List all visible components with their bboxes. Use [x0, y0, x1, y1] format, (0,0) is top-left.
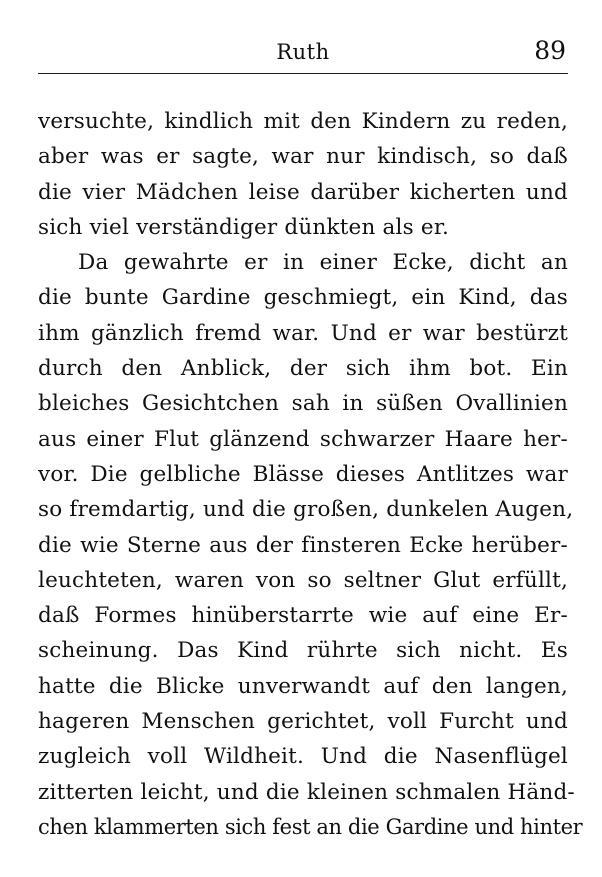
text-line: leuchteten, waren von so seltner Glut erfüllt,: [38, 567, 568, 593]
text-line: die bunte Gardine geschmiegt, ein Kind, das: [38, 285, 568, 311]
page-header: [38, 34, 568, 70]
paragraph-first-line: Da gewahrte er in einer Ecke, dicht an: [78, 250, 568, 276]
text-line: bleiches Gesichtchen sah in süßen Ovallinien: [38, 391, 568, 417]
running-title: Ruth: [276, 40, 330, 64]
text-line: zitterten leicht, und die kleinen schmalen Händ-: [38, 779, 575, 805]
text-line: hageren Menschen gerichtet, voll Furcht und: [38, 709, 568, 735]
text-line: ihm gänzlich fremd war. Und er war bestürzt: [38, 320, 568, 346]
text-line: daß Formes hinüberstarrte wie auf eine Er-: [38, 603, 568, 629]
body-text: [38, 104, 583, 845]
text-line: zugleich voll Wildheit. Und die Nasenflügel: [38, 744, 568, 770]
text-line: hatte die Blicke unverwandt auf den langen,: [38, 673, 568, 699]
text-line: die vier Mädchen leise darüber kicherten und: [38, 179, 568, 205]
text-line: durch den Anblick, der sich ihm bot. Ein: [38, 356, 568, 382]
text-line: aus einer Flut glänzend schwarzer Haare her-: [38, 426, 568, 452]
text-line: aber was er sagte, war nur kindisch, so daß: [38, 144, 568, 170]
page-number: 89: [534, 36, 566, 65]
text-line: so fremdartig, und die großen, dunkelen Augen,: [38, 497, 574, 523]
text-line: scheinung. Das Kind rührte sich nicht. Es: [38, 638, 568, 664]
text-line: versuchte, kindlich mit den Kindern zu reden,: [38, 109, 568, 134]
text-line: vor. Die gelbliche Blässe dieses Antlitzes war: [38, 461, 568, 487]
text-line: sich viel verständiger dünkten als er.: [38, 214, 449, 240]
text-line: die wie Sterne aus der finsteren Ecke herüber-: [38, 532, 568, 558]
text-line: chen klammerten sich fest an die Gardine und hinter: [38, 814, 583, 839]
header-rule: [38, 73, 568, 74]
